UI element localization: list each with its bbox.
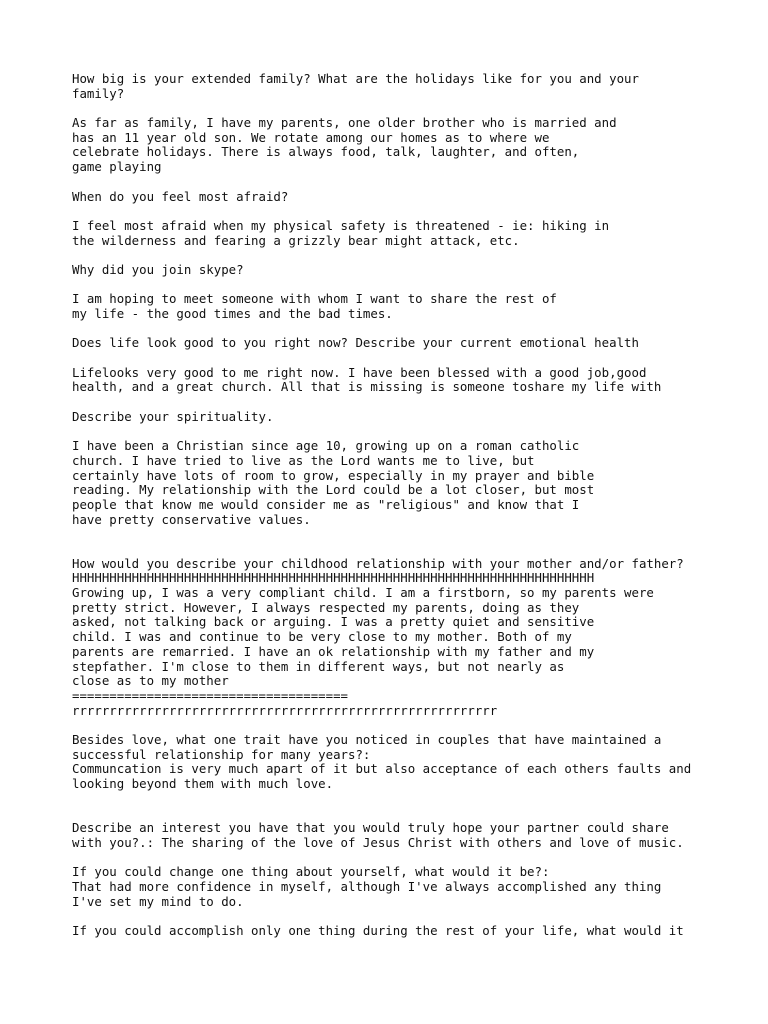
text-line: people that know me would consider me as "religious" and know that I: [72, 496, 580, 512]
text-line: with you?.: The sharing of the love of Jesus Christ with others and love of music.: [72, 834, 684, 850]
text-line: That had more confidence in myself, although I've always accomplished any thing: [72, 878, 662, 894]
text-line: I have been a Christian since age 10, growing up on a roman catholic: [72, 438, 580, 454]
blank-line: [72, 351, 762, 366]
text-line: I've set my mind to do.: [72, 893, 244, 909]
blank-line: [72, 101, 762, 116]
blank-line: [72, 204, 762, 219]
text-line: celebrate holidays. There is always food, talk, laughter, and often,: [72, 144, 580, 160]
text-line: looking beyond them with much love.: [72, 776, 334, 791]
blank-line: [72, 909, 762, 924]
text-line: Lifelooks very good to me right now. I have been blessed with a good job,good: [72, 364, 647, 380]
blank-line: [72, 542, 762, 557]
text-line: As far as family, I have my parents, one older brother who is married and: [72, 115, 617, 131]
text-line: close as to my mother: [72, 673, 229, 689]
text-line: stepfather. I'm close to them in different ways, but not nearly as: [72, 658, 565, 674]
blank-line: [72, 278, 762, 293]
blank-line: [72, 792, 762, 807]
text-line: How would you describe your childhood relationship with your mother and/or father?: [72, 555, 684, 571]
text-line: I am hoping to meet someone with whom I want to share the rest of: [72, 291, 557, 307]
text-line: I feel most afraid when my physical safety is threatened - ie: hiking in: [72, 217, 610, 233]
blank-line: [72, 850, 762, 865]
text-line: Does life look good to you right now? Describe your current emotional health: [72, 335, 639, 351]
blank-line: [72, 395, 762, 410]
text-line: have pretty conservative values.: [72, 511, 311, 527]
blank-line: [72, 175, 762, 190]
text-line: rrrrrrrrrrrrrrrrrrrrrrrrrrrrrrrrrrrrrrrrrrrrrrrrrrrrrrrrr: [72, 702, 498, 718]
blank-line: [72, 425, 762, 440]
blank-line: [72, 322, 762, 337]
text-line: =====================================: [72, 687, 349, 703]
text-line: child. I was and continue to be very close to my mother. Both of my: [72, 629, 572, 645]
text-line: If you could accomplish only one thing during the rest of your life, what would it: [72, 922, 684, 938]
text-line: pretty strict. However, I always respected my parents, doing as they: [72, 599, 580, 615]
text-line: Communcation is very much apart of it but also acceptance of each others faults and: [72, 761, 692, 777]
text-line: Describe an interest you have that you would truly hope your partner could share: [72, 820, 669, 836]
text-line: church. I have tried to live as the Lord wants me to live, but: [72, 452, 535, 468]
text-line: How big is your extended family? What are the holidays like for you and your: [72, 71, 639, 86]
blank-line: [72, 527, 762, 542]
text-line: asked, not talking back or arguing. I was a pretty quiet and sensitive: [72, 614, 595, 630]
text-line: family?: [72, 85, 125, 101]
text-line: has an 11 year old son. We rotate among our homes as to where we: [72, 129, 550, 145]
text-line: health, and a great church. All that is missing is someone toshare my life with: [72, 379, 662, 395]
text-line: If you could change one thing about yourself, what would it be?:: [72, 864, 550, 880]
text-line: parents are remarried. I have an ok relationship with my father and my: [72, 643, 595, 659]
text-line: successful relationship for many years?:: [72, 746, 371, 762]
text-line: certainly have lots of room to grow, especially in my prayer and bible: [72, 467, 595, 483]
text-line: game playing: [72, 159, 162, 175]
text-line: Besides love, what one trait have you noticed in couples that have maintained a: [72, 731, 662, 747]
blank-line: [72, 248, 762, 263]
document-body: [72, 72, 762, 939]
text-line: my life - the good times and the bad times.: [72, 306, 393, 321]
text-line: Why did you join skype?: [72, 261, 244, 277]
text-line: Growing up, I was a very compliant child. I am a firstborn, so my parents were: [72, 585, 654, 601]
blank-line: [72, 806, 762, 821]
text-line: reading. My relationship with the Lord could be a lot closer, but most: [72, 482, 595, 498]
text-line: the wilderness and fearing a grizzly bear might attack, etc.: [72, 232, 520, 248]
text-line: Describe your spirituality.: [72, 408, 274, 424]
text-line: HHHHHHHHHHHHHHHHHHHHHHHHHHHHHHHHHHHHHHHHHHHHHHHHHHHHHHHHHHHHHHHHHHHHHH: [72, 570, 595, 586]
blank-line: [72, 718, 762, 733]
text-line: When do you feel most afraid?: [72, 188, 289, 204]
